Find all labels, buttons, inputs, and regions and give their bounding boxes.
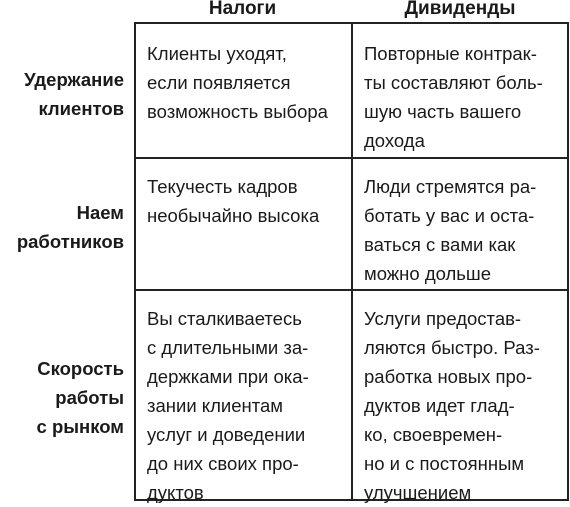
cell-hiring-taxes: Текучесть кадров необычайно высока (147, 176, 320, 226)
comparison-table (134, 22, 569, 501)
row-label-speed-to-market: Скорость работы с рынком (36, 358, 124, 437)
column-header-taxes: Налоги (208, 0, 277, 19)
row-divider (136, 289, 567, 291)
cell-retention-dividends: Повторные контрак- ты составляют боль- шую часть вашего дохода (364, 43, 543, 151)
column-header-dividends: Дивиденды (404, 0, 516, 19)
row-divider (136, 157, 567, 159)
row-label-customer-retention: Удержание клиентов (24, 69, 124, 119)
row-label-hiring: Наем работников (16, 202, 124, 252)
column-divider (351, 24, 353, 499)
cell-speed-dividends: Услуги предостав- ляются быстро. Раз- работка новых про- дуктов идет глад- ко, своевремен- но и с постоянным улучшением (364, 308, 540, 503)
cell-hiring-dividends: Люди стремятся ра- ботать у вас и оста- ваться с вами как можно дольше (364, 176, 537, 284)
cell-retention-taxes: Клиенты уходят, если появляется возможность выбора (147, 43, 328, 122)
cell-speed-taxes: Вы сталкиваетесь с длительными за- держками при ока- зании клиентам услуг и доведении до них своих про- дуктов (147, 308, 309, 503)
